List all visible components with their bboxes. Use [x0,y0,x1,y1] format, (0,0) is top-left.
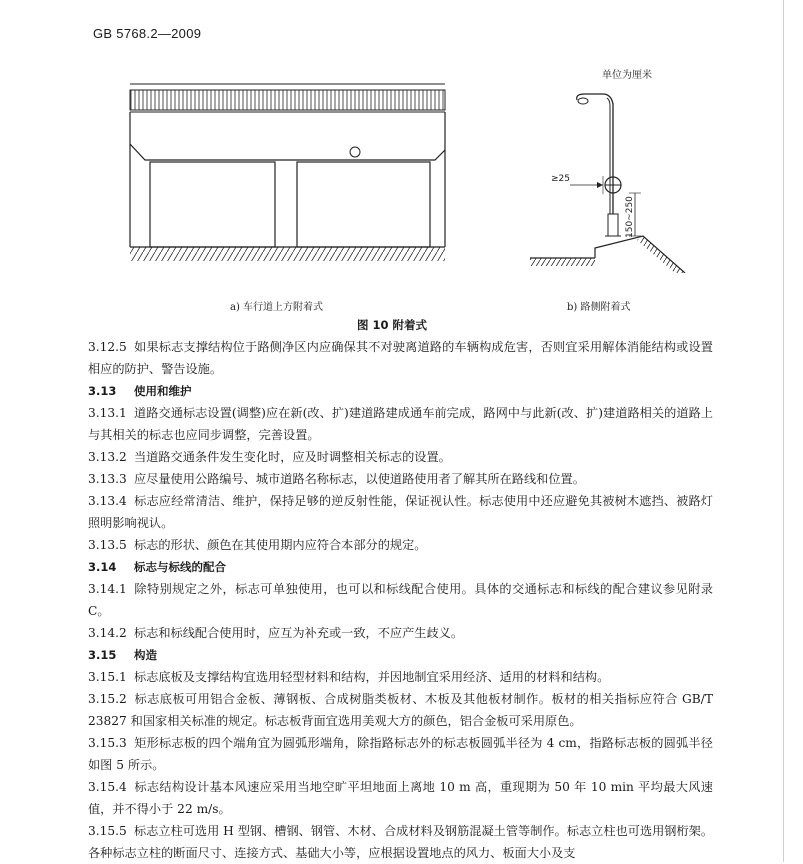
clause-3-15-1: 3.15.1 标志底板及支撑结构宜选用轻型材料和结构，并因地制宜采用经济、适用的材料和结构。 [88,670,610,684]
document-body [88,336,713,864]
dimension-offset-label: ≥25 [551,174,570,184]
clause-3-15-3: 3.15.3 矩形标志板的四个端角宜为圆弧形端角，除指路标志外的标志板圆弧半径为 4 cm，指路标志板的圆弧半径如图 5 所示。 [88,736,713,772]
caption-a: a) 车行道上方附着式 [230,302,324,313]
clause-3-15-4: 3.15.4 标志结构设计基本风速应采用当地空旷平坦地面上离地 10 m 高，重现期为 50 年 10 min 平均最大风速值，并不得小于 22 m/s。 [88,780,713,816]
section-heading-3-13: 3.13 使用和维护 [88,384,192,398]
standard-code: GB 5768.2—2009 [93,26,202,41]
figure-a-overhead-attachment [125,72,455,272]
clause-3-14-1: 3.14.1 除特别规定之外，标志可单独使用，也可以和标线配合使用。具体的交通标志和标线的配合建议参见附录 C。 [88,582,713,618]
section-heading-3-14: 3.14 标志与标线的配合 [88,560,226,574]
page-edge [783,0,784,862]
clause-3-12-5: 3.12.5 如果标志支撑结构位于路侧净区内应确保其不对驶离道路的车辆构成危害，否则宜采用解体消能结构或设置相应的防护、警告设施。 [88,340,713,376]
caption-b: b) 路侧附着式 [567,302,631,313]
clause-3-13-4: 3.13.4 标志应经常清洁、维护，保持足够的逆反射性能，保证视认性。标志使用中还应避免其被树木遮挡、被路灯照明影响视认。 [88,494,713,530]
clause-3-13-2: 3.13.2 当道路交通条件发生变化时，应及时调整相关标志的设置。 [88,450,451,464]
clause-3-13-1: 3.13.1 道路交通标志设置(调整)应在新(改、扩)建道路建成通车前完成，路网中与此新(改、扩)建道路相关的道路上与其相关的标志也应同步调整，完善设置。 [88,406,713,442]
figure-title: 图 10 附着式 [357,318,428,332]
clause-3-13-5: 3.13.5 标志的形状、颜色在其使用期内应符合本部分的规定。 [88,538,427,552]
figure-b-roadside-attachment [525,68,695,273]
clause-3-15-5: 3.15.5 标志立柱可选用 H 型钢、槽钢、钢管、木材、合成材料及钢筋混凝土管等制作。标志立柱也可选用钢桁架。各种标志立柱的断面尺寸、连接方式、基础大小等，应根据设置地点的风力、板面大小及支 [88,824,714,860]
clause-3-13-3: 3.13.3 应尽量使用公路编号、城市道路名称标志，以使道路使用者了解其所在路线和位置。 [88,472,585,486]
clause-3-14-2: 3.14.2 标志和标线配合使用时，应互为补充或一致，不应产生歧义。 [88,626,464,640]
clause-3-15-2: 3.15.2 标志底板可用铝合金板、薄钢板、合成树脂类板材、木板及其他板材制作。板材的相关指标应符合 GB/T 23827 和国家相关标准的规定。标志板背面宜选用美观大方的颜色，铝合金板可采用原色。 [88,692,713,728]
dimension-height-label: 150~250 [625,196,635,238]
section-heading-3-15: 3.15 构造 [88,648,157,662]
unit-note: 单位为厘米 [602,70,652,81]
